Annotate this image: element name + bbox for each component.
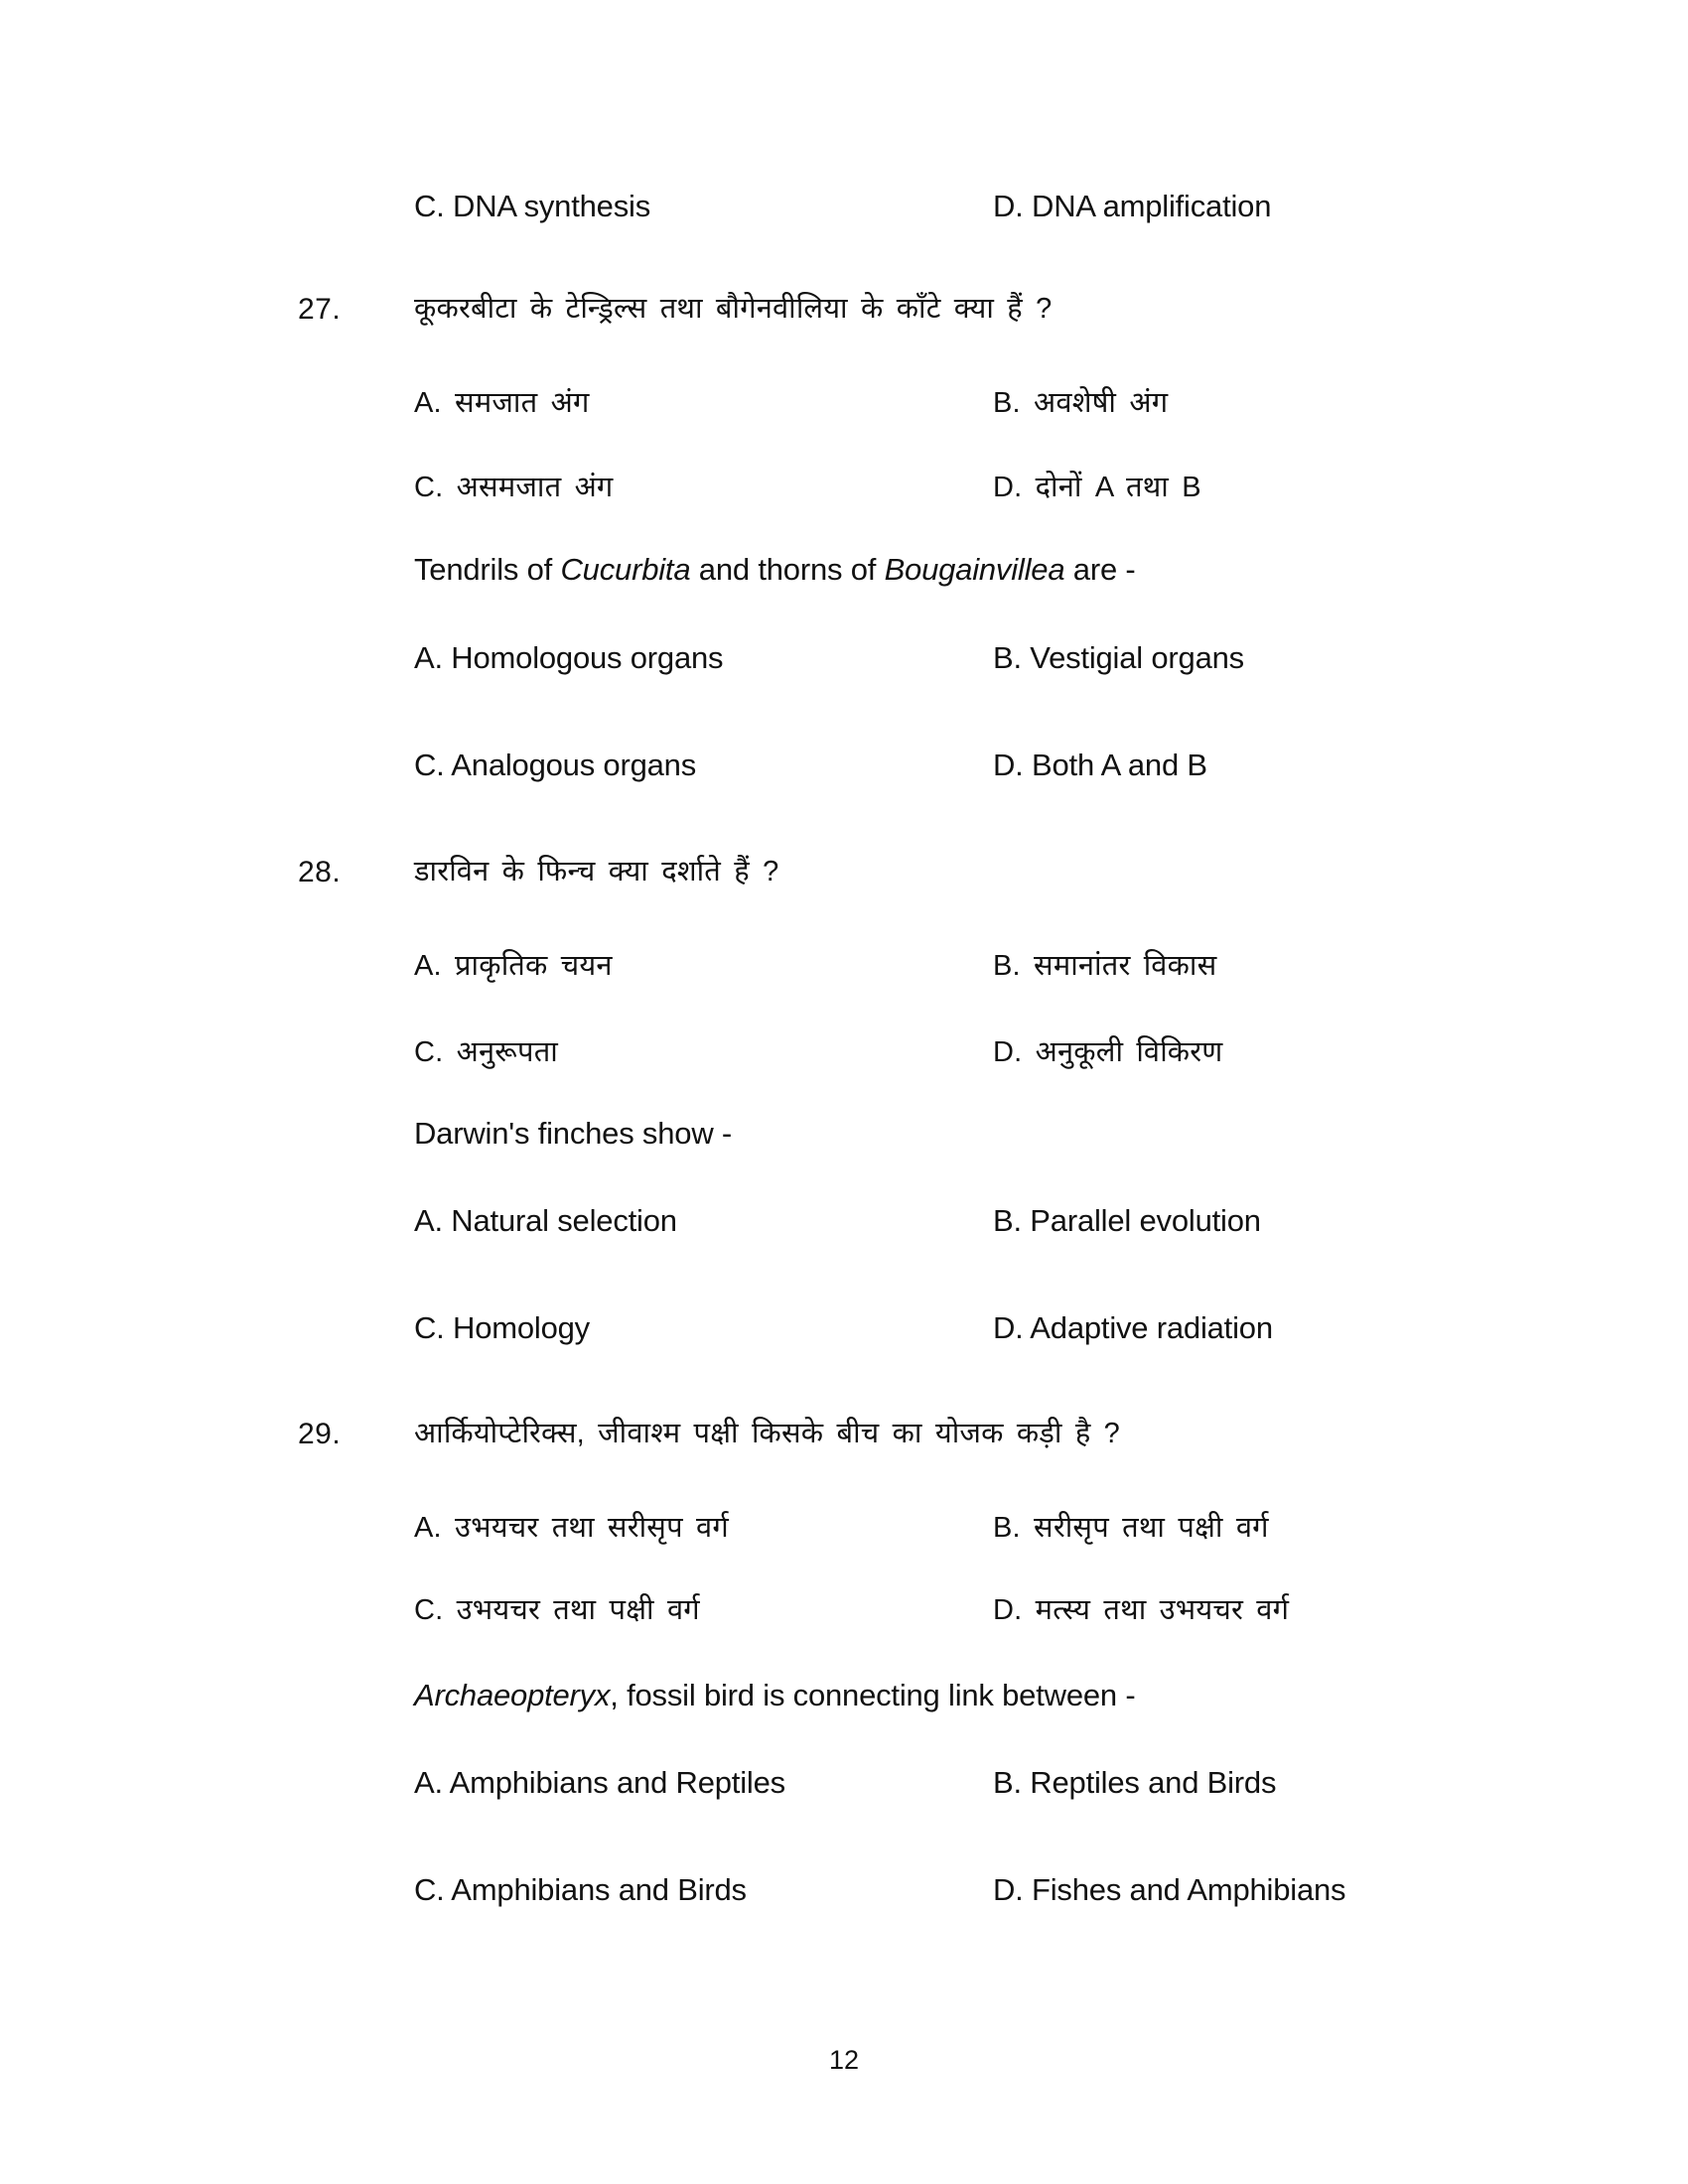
- question-27-hindi-option-b[interactable]: B. अवशेषी अंग: [993, 387, 1169, 419]
- q27-en-prefix: Tendrils of: [414, 552, 561, 587]
- carryover-option-c: C. DNA synthesis: [414, 189, 650, 223]
- question-29-hindi-option-c[interactable]: C. उभयचर तथा पक्षी वर्ग: [414, 1594, 700, 1626]
- question-29-english-option-c[interactable]: C. Amphibians and Birds: [414, 1872, 747, 1907]
- question-29-hindi-option-a[interactable]: A. उभयचर तथा सरीसृप वर्ग: [414, 1512, 729, 1544]
- q29-en-sci-archaeopteryx: Archaeopteryx: [414, 1678, 611, 1712]
- q29-en-suffix: , fossil bird is connecting link between -: [610, 1678, 1136, 1712]
- question-28-hindi-option-c[interactable]: C. अनुरूपता: [414, 1036, 558, 1068]
- q27-en-suffix: are -: [1064, 552, 1136, 587]
- question-28-english-option-d[interactable]: D. Adaptive radiation: [993, 1310, 1273, 1345]
- question-29-english-text: [414, 1678, 1529, 1713]
- carryover-option-d: D. DNA amplification: [993, 189, 1272, 223]
- question-29-hindi-option-b[interactable]: B. सरीसृप तथा पक्षी वर्ग: [993, 1512, 1269, 1544]
- question-28-hindi-option-a[interactable]: A. प्राकृतिक चयन: [414, 950, 613, 982]
- question-28-english-option-c[interactable]: C. Homology: [414, 1310, 590, 1345]
- question-28-english-option-b[interactable]: B. Parallel evolution: [993, 1203, 1261, 1238]
- question-27-hindi-text: कूकरबीटा के टेन्ड्रिल्स तथा बौगेनवीलिया के काँटे क्या हैं ?: [414, 293, 1053, 325]
- question-27-hindi-option-c[interactable]: C. असमजात अंग: [414, 472, 614, 503]
- question-27-english-option-b[interactable]: B. Vestigial organs: [993, 640, 1244, 675]
- q27-en-sci-bougainvillea: Bougainvillea: [884, 552, 1065, 587]
- question-29-hindi-text: आर्कियोप्टेरिक्स, जीवाश्म पक्षी किसके बीच का योजक कड़ी है ?: [414, 1418, 1121, 1449]
- question-number-27: 27.: [298, 293, 342, 326]
- question-28-hindi-option-b[interactable]: B. समानांतर विकास: [993, 950, 1217, 982]
- question-29-english-option-a[interactable]: A. Amphibians and Reptiles: [414, 1765, 785, 1800]
- question-28-english-option-a[interactable]: A. Natural selection: [414, 1203, 677, 1238]
- question-27-english-text: [414, 552, 1529, 588]
- question-29-hindi-option-d[interactable]: D. मत्स्य तथा उभयचर वर्ग: [993, 1594, 1290, 1626]
- q27-en-sci-cucurbita: Cucurbita: [560, 552, 691, 587]
- question-number-29: 29.: [298, 1418, 342, 1450]
- question-27-english-option-c[interactable]: C. Analogous organs: [414, 748, 697, 782]
- question-27-english-option-d[interactable]: D. Both A and B: [993, 748, 1207, 782]
- q27-en-mid: and thorns of: [690, 552, 885, 587]
- question-29-english-option-d[interactable]: D. Fishes and Amphibians: [993, 1872, 1346, 1907]
- question-28-hindi-option-d[interactable]: D. अनुकूली विकिरण: [993, 1036, 1223, 1068]
- question-27-hindi-option-a[interactable]: A. समजात अंग: [414, 387, 590, 419]
- question-27-hindi-option-d[interactable]: D. दोनों A तथा B: [993, 472, 1201, 503]
- question-28-english-text: Darwin's finches show -: [414, 1116, 733, 1151]
- question-29-english-option-b[interactable]: B. Reptiles and Birds: [993, 1765, 1277, 1800]
- question-27-english-option-a[interactable]: A. Homologous organs: [414, 640, 724, 675]
- page-number: 12: [828, 2045, 860, 2075]
- question-28-hindi-text: डारविन के फिन्च क्या दर्शाते हैं ?: [414, 856, 779, 887]
- question-number-28: 28.: [298, 856, 342, 888]
